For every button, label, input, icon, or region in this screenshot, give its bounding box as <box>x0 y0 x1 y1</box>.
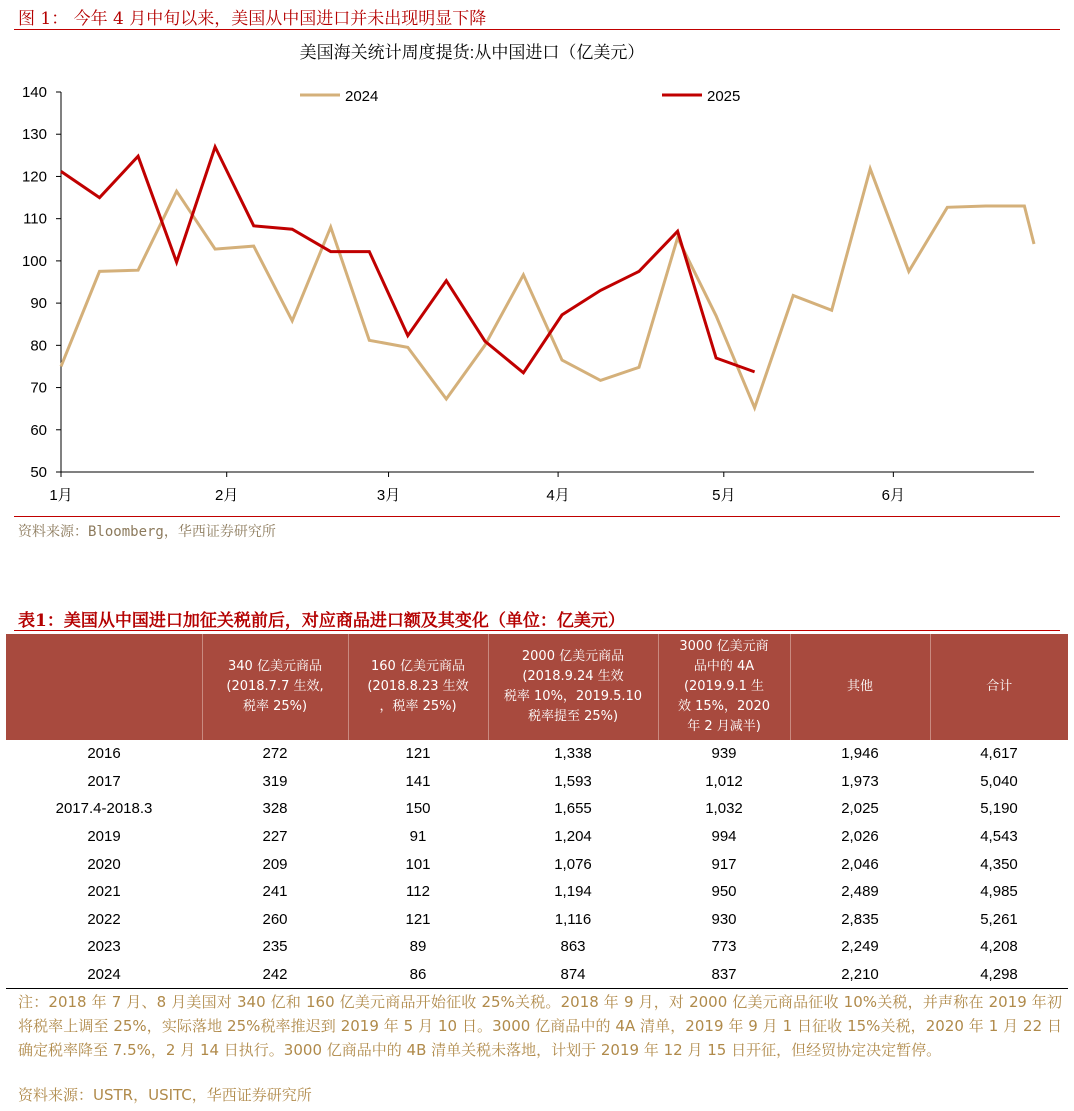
table-cell: 235 <box>262 938 288 956</box>
table-cell: 1,194 <box>554 883 592 901</box>
table-cell: 994 <box>711 828 737 846</box>
table-row <box>6 961 1068 989</box>
table-cell: 328 <box>262 800 288 818</box>
table-cell: 241 <box>262 883 288 901</box>
table-cell: 112 <box>406 883 430 901</box>
table-cell: 2019 <box>87 828 121 846</box>
table-cell: 91 <box>409 828 427 846</box>
x-tick-label: 1月 <box>49 487 73 504</box>
y-tick-label: 50 <box>30 464 47 481</box>
legend-label-2025: 2025 <box>707 88 741 105</box>
table-cell: 837 <box>658 961 790 989</box>
y-tick-label: 100 <box>21 252 47 270</box>
table-cell: 773 <box>711 938 737 956</box>
figure-source: 资料来源：Bloomberg，华西证券研究所 <box>18 524 276 540</box>
y-tick-label: 60 <box>30 421 47 439</box>
table-title: 表1：美国从中国进口加征关税前后，对应商品进口额及其变化（单位：亿美元） <box>18 611 625 631</box>
table-cell: 5,261 <box>980 910 1018 928</box>
table-header-cell: 合计 <box>930 634 1068 740</box>
table-cell: 1,012 <box>705 772 743 790</box>
y-tick-label: 120 <box>21 168 47 186</box>
table-cell: 89 <box>409 938 427 956</box>
table-cell: 121 <box>405 745 431 763</box>
table-cell: 1,204 <box>554 828 592 846</box>
table-cell: 2020 <box>87 855 121 873</box>
table-cell: 4,350 <box>980 855 1018 873</box>
table-cell: 917 <box>711 855 737 873</box>
table-header-cell: 2000 亿美元商品 (2018.9.24 生效 税率 10%，2019.5.10 税率提至 25%) <box>488 634 658 740</box>
y-tick-label: 80 <box>30 337 47 355</box>
table-cell: 2016 <box>87 745 121 763</box>
import-table <box>6 634 1068 989</box>
figure-bottom-rule <box>14 516 1060 517</box>
x-tick-label: 2月 <box>215 487 239 504</box>
table-cell: 2022 <box>87 910 121 928</box>
table-row <box>6 795 1068 823</box>
y-tick-label: 90 <box>30 295 47 313</box>
line-chart <box>0 36 1074 514</box>
table-cell: 5,040 <box>980 772 1018 790</box>
table-cell: 2023 <box>87 938 121 956</box>
table-row <box>6 906 1068 934</box>
table-cell: 4,543 <box>980 828 1018 846</box>
figure-caption: 图 1： 今年 4 月中旬以来，美国从中国进口并未出现明显下降 <box>18 9 487 29</box>
table-cell: 2017 <box>87 772 121 790</box>
table-cell: 2,489 <box>841 883 879 901</box>
table-cell: 1,116 <box>554 910 592 928</box>
table-cell: 4,298 <box>930 961 1068 989</box>
table-header-cell: 160 亿美元商品 (2018.8.23 生效 ，税率 25%) <box>348 634 488 740</box>
table-cell: 86 <box>348 961 488 989</box>
table-header-cell <box>6 634 202 740</box>
table-cell: 2024 <box>6 961 202 989</box>
table-cell: 2017.4-2018.3 <box>55 800 153 818</box>
table-header-cell: 340 亿美元商品 (2018.7.7 生效, 税率 25%) <box>202 634 348 740</box>
table-cell: 1,946 <box>841 745 879 763</box>
chart-title: 美国海关统计周度提货:从中国进口（亿美元） <box>299 43 645 62</box>
table-cell: 1,076 <box>554 855 592 873</box>
table-cell: 209 <box>262 855 288 873</box>
table-cell: 150 <box>405 800 431 818</box>
legend-label-2024: 2024 <box>345 88 379 105</box>
x-tick-label: 4月 <box>546 487 570 504</box>
table-row <box>6 823 1068 851</box>
table-source: 资料来源：USTR，USITC，华西证券研究所 <box>18 1086 312 1104</box>
table-header-cell: 其他 <box>790 634 930 740</box>
y-tick-label: 130 <box>21 126 47 144</box>
table-cell: 4,208 <box>980 938 1018 956</box>
table-row <box>6 850 1068 878</box>
table-cell: 939 <box>711 745 737 763</box>
table-cell: 1,338 <box>554 745 592 763</box>
table-cell: 2,025 <box>841 800 879 818</box>
table-cell: 1,655 <box>554 800 592 818</box>
table-row <box>6 878 1068 906</box>
table-row <box>6 768 1068 796</box>
table-cell: 4,617 <box>980 745 1018 763</box>
table-cell: 1,593 <box>554 772 592 790</box>
table-cell: 5,190 <box>980 800 1018 818</box>
table-cell: 101 <box>405 855 431 873</box>
x-tick-label: 3月 <box>376 487 401 504</box>
y-tick-label: 70 <box>30 379 47 397</box>
table-cell: 1,973 <box>841 772 879 790</box>
table-cell: 1,032 <box>705 800 743 818</box>
table-cell: 319 <box>262 772 288 790</box>
table-cell: 2,249 <box>841 938 879 956</box>
table-cell: 4,985 <box>980 883 1018 901</box>
table-cell: 141 <box>405 772 431 790</box>
y-tick-label: 110 <box>23 210 47 228</box>
table-cell: 272 <box>262 745 288 763</box>
table-title-rule <box>14 630 1060 631</box>
x-tick-label: 6月 <box>881 487 906 504</box>
table-row <box>6 933 1068 961</box>
table-cell: 2,835 <box>841 910 879 928</box>
table-cell: 242 <box>202 961 348 989</box>
table-cell: 2,210 <box>790 961 930 989</box>
table-cell: 930 <box>711 910 737 928</box>
x-tick-label: 5月 <box>712 487 736 504</box>
table-cell: 260 <box>262 910 288 928</box>
y-tick-label: 140 <box>21 84 47 101</box>
table-header-cell: 3000 亿美元商 品中的 4A (2019.9.1 生 效 15%，2020 年 2 月减半) <box>658 634 790 740</box>
table-cell: 227 <box>262 828 288 846</box>
table-cell: 874 <box>488 961 658 989</box>
table-cell: 2021 <box>87 883 121 901</box>
table-cell: 950 <box>711 883 737 901</box>
series-line-2025 <box>61 147 755 373</box>
table-note: 注：2018 年 7 月、8 月美国对 340 亿和 160 亿美元商品开始征收 25%关税。2018 年 9 月，对 2000 亿美元商品征收 10%关税，并声称在 2019 年初将税率上调至 25%，实际落地 25%税率推迟到 2019 年 5 月 10 日。3000 亿商品中的 4A 清单，2019 年 9 月 1 日征收 15%关税，2020 年 1 月 22 日确定税率降至 7.5%，2 月 14 日执行。3000 亿商品中的 4B 清单关税未落地，计划于 2019 年 12 月 15 日开征，但经贸协定决定暂停。 <box>18 993 1062 1059</box>
table-cell: 121 <box>405 910 431 928</box>
table-row <box>6 740 1068 768</box>
table-cell: 2,026 <box>841 828 879 846</box>
table-cell: 2,046 <box>841 855 879 873</box>
table-cell: 863 <box>560 938 586 956</box>
table-header-row <box>6 634 1068 740</box>
caption-rule <box>14 29 1060 30</box>
series-line-2024 <box>61 169 1034 408</box>
